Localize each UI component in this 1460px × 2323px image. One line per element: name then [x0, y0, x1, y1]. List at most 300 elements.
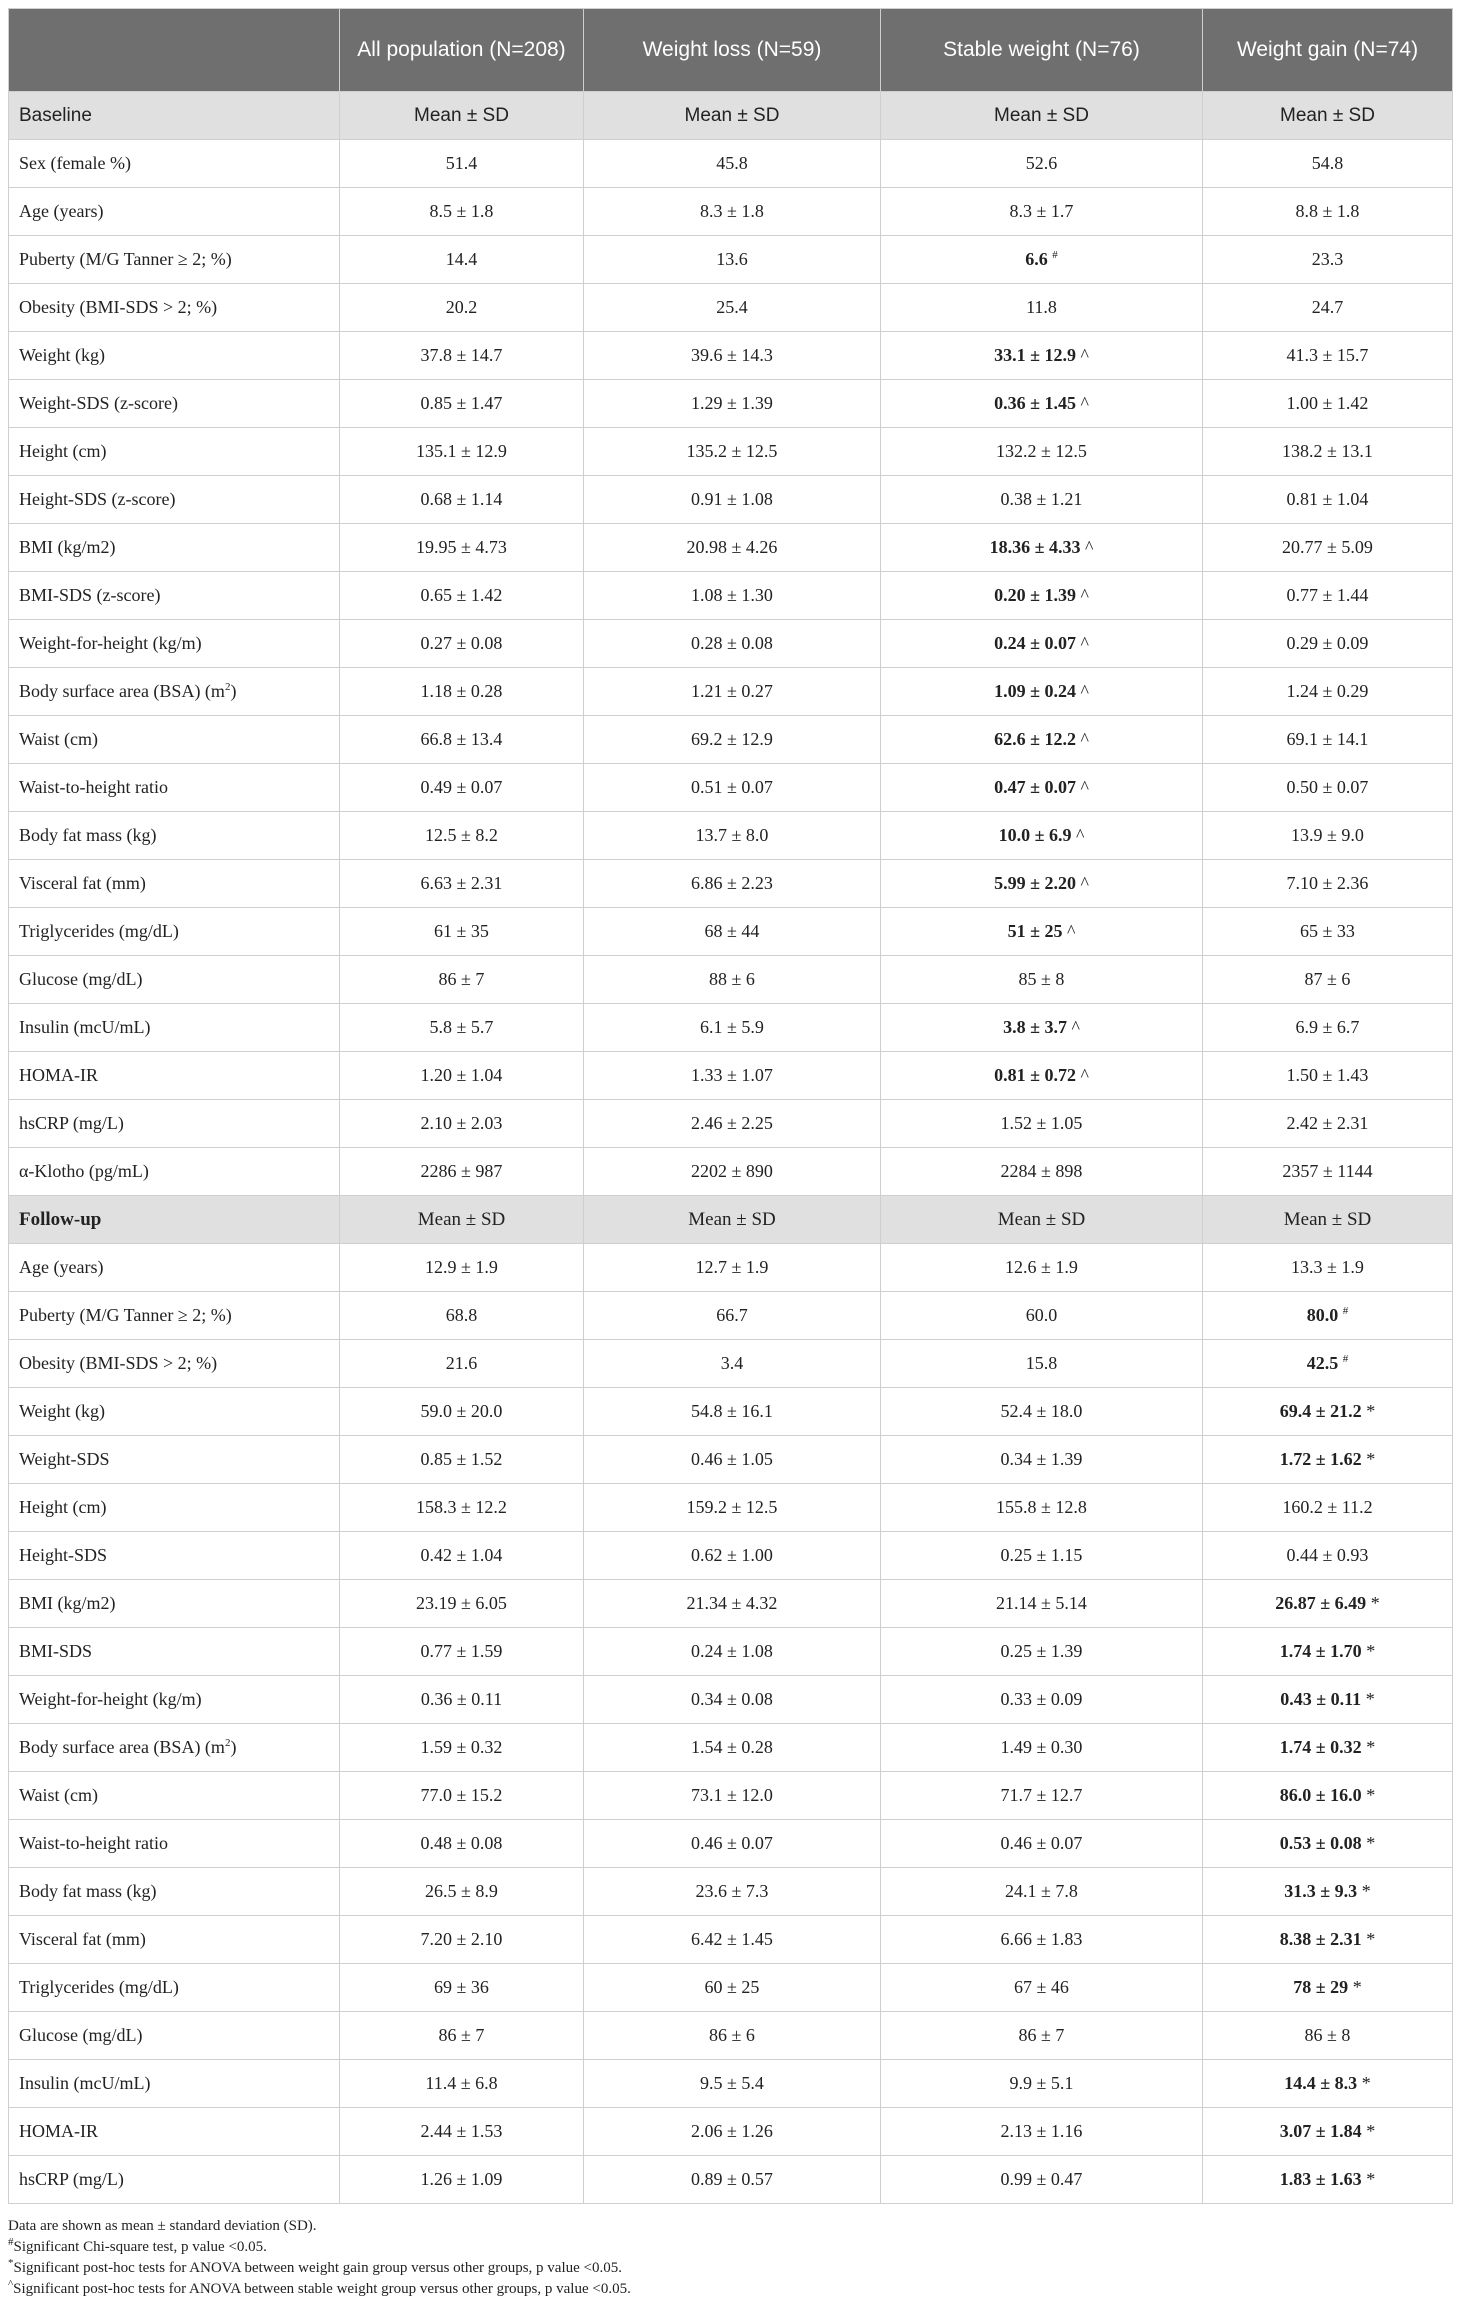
cell-value: 86 ± 6 — [709, 2025, 755, 2045]
table-row — [9, 1580, 1453, 1628]
table-cell — [340, 284, 584, 332]
table-row — [9, 1004, 1453, 1052]
cell-value: 0.25 ± 1.39 — [1000, 1641, 1083, 1661]
row-label-text: Body surface area (BSA) (m — [19, 681, 225, 701]
cell-value: 0.65 ± 1.42 — [420, 585, 503, 605]
row-label — [9, 1052, 340, 1100]
table-cell — [881, 236, 1203, 284]
cell-value: 23.6 ± 7.3 — [695, 1881, 769, 1901]
table-row — [9, 188, 1453, 236]
cell-value: 0.24 ± 1.08 — [691, 1641, 773, 1661]
row-label — [9, 1292, 340, 1340]
table-cell — [584, 1628, 881, 1676]
table-row — [9, 1532, 1453, 1580]
cell-value: 60.0 — [1025, 1305, 1058, 1325]
cell-value: 11.4 ± 6.8 — [425, 2073, 498, 2093]
table-cell — [340, 476, 584, 524]
table-cell — [881, 908, 1203, 956]
cell-value: 1.74 ± 1.70 — [1279, 1641, 1362, 1661]
table-body — [9, 92, 1453, 2204]
table-cell — [1203, 1004, 1453, 1052]
cell-value: 73.1 ± 12.0 — [691, 1785, 773, 1805]
cell-value: 2357 ± 1144 — [1282, 1161, 1373, 1181]
row-label-text: hsCRP (mg/L) — [19, 1113, 124, 1133]
table-cell — [881, 2012, 1203, 2060]
row-label-text: Body surface area (BSA) (m — [19, 1737, 225, 1757]
cell-value: 77.0 ± 15.2 — [420, 1785, 503, 1805]
cell-value: 21.34 ± 4.32 — [686, 1593, 778, 1613]
table-cell — [1203, 236, 1453, 284]
cell-significance-mark: * — [1365, 1689, 1375, 1709]
table-cell — [881, 1484, 1203, 1532]
table-cell — [340, 428, 584, 476]
table-cell — [1203, 524, 1453, 572]
table-cell — [584, 2156, 881, 2204]
cell-value: 1.21 ± 0.27 — [691, 681, 773, 701]
table-cell — [340, 1964, 584, 2012]
row-label — [9, 2108, 340, 2156]
table-cell — [584, 284, 881, 332]
table-cell — [881, 1052, 1203, 1100]
table-cell — [584, 1772, 881, 1820]
row-label-text: Triglycerides (mg/dL) — [19, 1977, 179, 1997]
row-label — [9, 380, 340, 428]
cell-value: 69.2 ± 12.9 — [691, 729, 773, 749]
cell-value: 37.8 ± 14.7 — [420, 345, 503, 365]
row-label-text: Height (cm) — [19, 1497, 107, 1517]
row-label — [9, 428, 340, 476]
row-label — [9, 236, 340, 284]
table-cell — [881, 1820, 1203, 1868]
table-row — [9, 1676, 1453, 1724]
footnote-text: Data are shown as mean ± standard deviation (SD). — [8, 2218, 317, 2234]
row-label-text: BMI-SDS (z-score) — [19, 585, 161, 605]
cell-value: 2286 ± 987 — [420, 1161, 503, 1181]
table-cell — [340, 764, 584, 812]
cell-value: 6.66 ± 1.83 — [1000, 1929, 1083, 1949]
cell-value: 1.33 ± 1.07 — [691, 1065, 773, 1085]
header-stable-weight: Stable weight (N=76) — [881, 9, 1203, 92]
cell-value: 0.50 ± 0.07 — [1286, 777, 1369, 797]
cell-value: 15.8 — [1025, 1353, 1058, 1373]
table-cell — [1203, 716, 1453, 764]
cell-value: 62.6 ± 12.2 — [994, 729, 1076, 749]
cell-value: 0.24 ± 0.07 — [994, 633, 1076, 653]
table-cell — [584, 812, 881, 860]
row-label-text: Age (years) — [19, 201, 104, 221]
cell-value: 1.83 ± 1.63 — [1279, 2169, 1362, 2189]
row-label — [9, 1436, 340, 1484]
header-corner — [9, 9, 340, 92]
cell-value: 2.06 ± 1.26 — [691, 2121, 773, 2141]
table-cell — [340, 2108, 584, 2156]
cell-value: 19.95 ± 4.73 — [416, 537, 507, 557]
cell-value: 13.7 ± 8.0 — [695, 825, 769, 845]
header-row — [9, 9, 1453, 92]
cell-value: 1.29 ± 1.39 — [691, 393, 773, 413]
cell-value: 7.10 ± 2.36 — [1286, 873, 1369, 893]
cell-significance-mark: ^ — [1080, 1065, 1089, 1085]
table-cell — [881, 332, 1203, 380]
cell-value: 12.6 ± 1.9 — [1005, 1257, 1078, 1277]
row-label-text: Weight (kg) — [19, 1401, 106, 1421]
cell-value: 51 ± 25 — [1007, 921, 1063, 941]
table-cell — [340, 1580, 584, 1628]
table-cell — [340, 1772, 584, 1820]
table-row — [9, 668, 1453, 716]
table-row — [9, 1628, 1453, 1676]
cell-value: 54.8 — [1311, 153, 1344, 173]
table-row — [9, 428, 1453, 476]
row-label — [9, 668, 340, 716]
table-cell — [1203, 428, 1453, 476]
row-label — [9, 188, 340, 236]
table-cell — [881, 1964, 1203, 2012]
row-label — [9, 1580, 340, 1628]
cell-value: 21.6 — [445, 1353, 478, 1373]
row-label — [9, 860, 340, 908]
table-cell — [584, 1292, 881, 1340]
table-cell — [881, 1676, 1203, 1724]
cell-value: 66.7 — [716, 1305, 748, 1325]
table-cell — [340, 1868, 584, 1916]
table-cell — [584, 524, 881, 572]
cell-value: 2202 ± 890 — [691, 1161, 773, 1181]
cell-value: 42.5 — [1306, 1353, 1339, 1373]
cell-value: 26.5 ± 8.9 — [425, 1881, 498, 1901]
table-footnotes — [8, 2216, 1452, 2300]
cell-significance-mark: ^ — [1080, 729, 1089, 749]
section-header-followup — [9, 1196, 1453, 1244]
row-label-text: HOMA-IR — [19, 1065, 98, 1085]
table-cell — [1203, 668, 1453, 716]
cell-value: 1.54 ± 0.28 — [691, 1737, 773, 1757]
row-label-text: Age (years) — [19, 1257, 104, 1277]
table-cell — [881, 1244, 1203, 1292]
table-cell — [584, 1052, 881, 1100]
row-label-text: Insulin (mcU/mL) — [19, 1017, 151, 1037]
row-label-text: Obesity (BMI-SDS > 2; %) — [19, 297, 218, 317]
cell-value: 0.46 ± 0.07 — [691, 1833, 773, 1853]
table-row — [9, 1052, 1453, 1100]
table-cell — [584, 236, 881, 284]
row-label-text: Height (cm) — [19, 441, 107, 461]
table-cell — [584, 476, 881, 524]
table-row — [9, 1100, 1453, 1148]
cell-significance-mark: # — [1052, 249, 1058, 261]
cell-value: 0.99 ± 0.47 — [1000, 2169, 1083, 2189]
row-label — [9, 1484, 340, 1532]
table-row — [9, 284, 1453, 332]
row-label-text: Sex (female %) — [19, 153, 131, 173]
cell-value: 20.77 ± 5.09 — [1282, 537, 1373, 557]
section-column-header: Mean ± SD — [340, 1196, 584, 1244]
row-label-text: Height-SDS (z-score) — [19, 489, 176, 509]
row-label — [9, 956, 340, 1004]
table-row — [9, 956, 1453, 1004]
table-cell — [340, 860, 584, 908]
table-row — [9, 1484, 1453, 1532]
table-cell — [584, 1724, 881, 1772]
table-cell — [881, 956, 1203, 1004]
table-cell — [340, 2012, 584, 2060]
cell-value: 1.09 ± 0.24 — [994, 681, 1076, 701]
row-label-text: Weight-SDS (z-score) — [19, 393, 179, 413]
cell-value: 2.46 ± 2.25 — [691, 1113, 773, 1133]
row-label — [9, 812, 340, 860]
cell-value: 0.85 ± 1.47 — [420, 393, 503, 413]
cell-significance-mark: ^ — [1084, 537, 1094, 557]
cell-value: 24.7 — [1311, 297, 1344, 317]
row-label-text: Body fat mass (kg) — [19, 825, 157, 845]
cell-value: 5.8 ± 5.7 — [429, 1017, 494, 1037]
section-column-header: Mean ± SD — [584, 1196, 881, 1244]
footnote — [8, 2216, 1452, 2237]
cell-value: 78 ± 29 — [1293, 1977, 1349, 1997]
table-cell — [1203, 1628, 1453, 1676]
footnote-mark: * — [8, 2257, 14, 2269]
row-label-text: Weight (kg) — [19, 345, 106, 365]
cell-value: 8.3 ± 1.8 — [700, 201, 764, 221]
cell-significance-mark: * — [1366, 2169, 1376, 2189]
table-cell — [1203, 1772, 1453, 1820]
table-cell — [584, 956, 881, 1004]
table-row — [9, 1724, 1453, 1772]
table-cell — [1203, 1100, 1453, 1148]
table-row — [9, 764, 1453, 812]
cell-value: 1.08 ± 1.30 — [691, 585, 773, 605]
row-label — [9, 332, 340, 380]
table-cell — [881, 1916, 1203, 1964]
table-cell — [881, 524, 1203, 572]
cell-value: 9.5 ± 5.4 — [700, 2073, 764, 2093]
cell-value: 0.38 ± 1.21 — [1000, 489, 1083, 509]
cell-value: 69.4 ± 21.2 — [1279, 1401, 1362, 1421]
row-label — [9, 1532, 340, 1580]
row-label-text: Body fat mass (kg) — [19, 1881, 157, 1901]
row-label-text: Glucose (mg/dL) — [19, 2025, 143, 2045]
table-cell — [1203, 908, 1453, 956]
table-cell — [584, 2060, 881, 2108]
cell-significance-mark: # — [1342, 1305, 1349, 1317]
table-row — [9, 332, 1453, 380]
table-cell — [340, 380, 584, 428]
table-cell — [881, 1148, 1203, 1196]
cell-value: 0.34 ± 1.39 — [1000, 1449, 1083, 1469]
cell-significance-mark: ^ — [1075, 825, 1085, 845]
cell-significance-mark: ^ — [1080, 777, 1089, 797]
cell-value: 0.48 ± 0.08 — [420, 1833, 503, 1853]
cell-value: 0.27 ± 0.08 — [420, 633, 503, 653]
cell-value: 69.1 ± 14.1 — [1286, 729, 1369, 749]
table-cell — [881, 1100, 1203, 1148]
table-container — [8, 8, 1452, 2300]
footnote-text: Significant post-hoc tests for ANOVA between weight gain group versus other groups, p value <0.05. — [13, 2260, 623, 2276]
cell-value: 5.99 ± 2.20 — [994, 873, 1076, 893]
cell-value: 0.62 ± 1.00 — [691, 1545, 773, 1565]
row-label — [9, 1100, 340, 1148]
table-cell — [1203, 140, 1453, 188]
table-cell — [1203, 380, 1453, 428]
cell-value: 3.8 ± 3.7 — [1003, 1017, 1067, 1037]
table-cell — [584, 1580, 881, 1628]
row-label-text: Waist (cm) — [19, 1785, 99, 1805]
table-cell — [881, 284, 1203, 332]
cell-value: 68 ± 44 — [704, 921, 760, 941]
table-cell — [1203, 1244, 1453, 1292]
table-cell — [1203, 476, 1453, 524]
section-column-header: Mean ± SD — [340, 92, 584, 140]
cell-value: 69 ± 36 — [434, 1977, 489, 1997]
row-label — [9, 1772, 340, 1820]
cell-value: 159.2 ± 12.5 — [686, 1497, 778, 1517]
row-label — [9, 1820, 340, 1868]
cell-value: 0.91 ± 1.08 — [691, 489, 773, 509]
row-label — [9, 524, 340, 572]
table-cell — [584, 1148, 881, 1196]
cell-value: 8.8 ± 1.8 — [1295, 201, 1360, 221]
table-row — [9, 1820, 1453, 1868]
table-row — [9, 2108, 1453, 2156]
table-cell — [340, 1628, 584, 1676]
table-cell — [881, 1724, 1203, 1772]
table-cell — [1203, 1820, 1453, 1868]
table-cell — [584, 1004, 881, 1052]
cell-value: 0.43 ± 0.11 — [1280, 1689, 1362, 1709]
cell-value: 0.81 ± 1.04 — [1286, 489, 1369, 509]
table-cell — [881, 1004, 1203, 1052]
cell-value: 0.28 ± 0.08 — [691, 633, 773, 653]
cell-value: 0.77 ± 1.59 — [420, 1641, 503, 1661]
cell-value: 1.59 ± 0.32 — [420, 1737, 503, 1757]
cell-value: 0.47 ± 0.07 — [994, 777, 1076, 797]
table-cell — [340, 236, 584, 284]
table-cell — [340, 1004, 584, 1052]
table-cell — [1203, 1052, 1453, 1100]
row-label — [9, 1244, 340, 1292]
table-cell — [584, 1484, 881, 1532]
table-cell — [881, 2060, 1203, 2108]
table-cell — [881, 764, 1203, 812]
row-label — [9, 1004, 340, 1052]
table-cell — [584, 1100, 881, 1148]
table-cell — [1203, 332, 1453, 380]
cell-value: 12.5 ± 8.2 — [425, 825, 498, 845]
row-label — [9, 1724, 340, 1772]
row-label-text: HOMA-IR — [19, 2121, 98, 2141]
footnote — [8, 2237, 1452, 2258]
table-cell — [1203, 572, 1453, 620]
table-cell — [340, 1532, 584, 1580]
table-cell — [340, 2156, 584, 2204]
row-label-tail: ) — [230, 681, 237, 701]
cell-significance-mark: * — [1366, 1449, 1376, 1469]
table-cell — [584, 1964, 881, 2012]
table-cell — [1203, 860, 1453, 908]
cell-value: 14.4 ± 8.3 — [1284, 2073, 1358, 2093]
table-cell — [584, 140, 881, 188]
table-cell — [584, 1868, 881, 1916]
cell-value: 2.10 ± 2.03 — [420, 1113, 503, 1133]
cell-value: 0.25 ± 1.15 — [1000, 1545, 1083, 1565]
cell-value: 6.9 ± 6.7 — [1295, 1017, 1360, 1037]
cell-significance-mark: * — [1361, 1881, 1371, 1901]
cell-value: 65 ± 33 — [1300, 921, 1355, 941]
footnote-text: Significant post-hoc tests for ANOVA between stable weight group versus other groups, p value <0.05. — [13, 2281, 631, 2297]
table-cell — [881, 668, 1203, 716]
cell-value: 21.14 ± 5.14 — [996, 1593, 1087, 1613]
row-label — [9, 1676, 340, 1724]
cell-value: 160.2 ± 11.2 — [1282, 1497, 1373, 1517]
table-cell — [881, 2108, 1203, 2156]
cell-value: 20.98 ± 4.26 — [686, 537, 778, 557]
table-cell — [340, 572, 584, 620]
header-weight-loss: Weight loss (N=59) — [584, 9, 881, 92]
cell-value: 1.20 ± 1.04 — [420, 1065, 503, 1085]
table-cell — [881, 1292, 1203, 1340]
cell-value: 26.87 ± 6.49 — [1275, 1593, 1367, 1613]
table-cell — [1203, 1484, 1453, 1532]
cell-value: 52.4 ± 18.0 — [1000, 1401, 1083, 1421]
table-cell — [1203, 1436, 1453, 1484]
table-cell — [881, 1868, 1203, 1916]
section-label: Follow-up — [9, 1196, 340, 1244]
section-label: Baseline — [9, 92, 340, 140]
cell-value: 158.3 ± 12.2 — [416, 1497, 507, 1517]
table-cell — [1203, 1916, 1453, 1964]
table-row — [9, 812, 1453, 860]
row-label-text: Visceral fat (mm) — [19, 873, 146, 893]
table-cell — [1203, 1340, 1453, 1388]
cell-value: 138.2 ± 13.1 — [1282, 441, 1373, 461]
cell-significance-mark: * — [1370, 1593, 1380, 1613]
cell-value: 6.1 ± 5.9 — [700, 1017, 764, 1037]
table-cell — [584, 1388, 881, 1436]
cell-value: 0.77 ± 1.44 — [1286, 585, 1369, 605]
table-cell — [1203, 2156, 1453, 2204]
cell-value: 86 ± 7 — [438, 969, 485, 989]
table-cell — [340, 1436, 584, 1484]
cell-value: 0.36 ± 1.45 — [994, 393, 1076, 413]
cell-value: 1.00 ± 1.42 — [1286, 393, 1369, 413]
table-cell — [1203, 1532, 1453, 1580]
table-cell — [1203, 956, 1453, 1004]
row-label — [9, 908, 340, 956]
table-cell — [340, 2060, 584, 2108]
row-label-text: Visceral fat (mm) — [19, 1929, 146, 1949]
cell-value: 23.19 ± 6.05 — [416, 1593, 507, 1613]
cell-significance-mark: * — [1366, 2121, 1376, 2141]
table-row — [9, 572, 1453, 620]
row-label-text: Height-SDS — [19, 1545, 108, 1565]
row-label-text: Waist-to-height ratio — [19, 777, 169, 797]
cell-value: 1.74 ± 0.32 — [1279, 1737, 1362, 1757]
table-cell — [340, 1292, 584, 1340]
cell-significance-mark: * — [1366, 1929, 1376, 1949]
cell-value: 66.8 ± 13.4 — [420, 729, 503, 749]
cell-significance-mark: ^ — [1080, 633, 1089, 653]
row-label — [9, 476, 340, 524]
row-label — [9, 572, 340, 620]
table-cell — [584, 572, 881, 620]
table-cell — [584, 764, 881, 812]
cell-value: 71.7 ± 12.7 — [1000, 1785, 1083, 1805]
cell-value: 0.85 ± 1.52 — [420, 1449, 503, 1469]
table-row — [9, 236, 1453, 284]
table-row — [9, 2156, 1453, 2204]
table-row — [9, 1340, 1453, 1388]
table-cell — [340, 716, 584, 764]
